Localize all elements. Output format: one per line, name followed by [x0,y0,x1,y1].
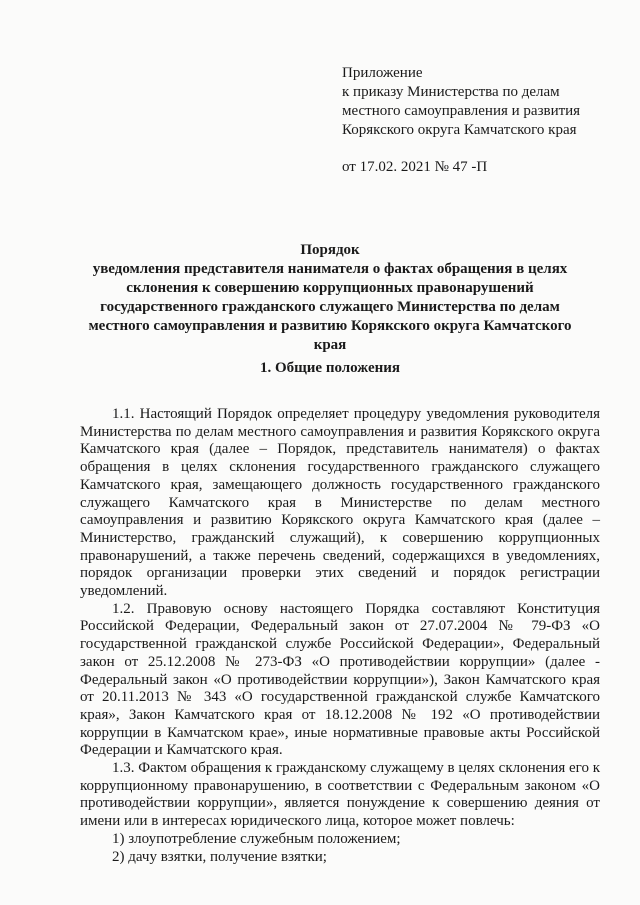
section-heading: 1. Общие положения [259,360,401,376]
title-line: уведомления представителя нанимателя о фактах обращения в целях [92,261,568,277]
title-line: края [313,337,347,353]
approval-line: местного самоуправления и развития [342,103,581,119]
paragraph-1-2: 1.2. Правовую основу настоящего Порядка составляют Конституция Российской Федерации, Федеральный закон от 27.07.2004 № 79-ФЗ «О государственной гражданской службе Российской Федерации», Федеральный закон от 25.12.2008 № 273-ФЗ «О противодействии коррупции» (далее - Федеральный закон «О противодействии коррупции»), Закон Камчатского края от 20.11.2013 № 343 «О государственной гражданской службе Камчатского края», Закон Камчатского края от 18.12.2008 № 192 «О противодействии коррупции в Камчатском крае», иные нормативные правовые акты Российской Федерации и Камчатского края. [80,600,600,759]
section-body [80,406,600,866]
approval-line: Корякского округа Камчатского края [342,122,577,138]
title-line: Порядок [300,242,360,258]
approval-stamp [342,64,580,177]
document-title [60,241,600,355]
title-line: местного самоуправления и развитию Корякского округа Камчатского [88,318,572,334]
approval-line: к приказу Министерства по делам [342,84,560,100]
list-item: 1) злоупотребление служебным положением; [112,830,401,847]
paragraph-1-3: 1.3. Фактом обращения к гражданскому служащему в целях склонения его к коррупционному правонарушению, в соответствии с Федеральным законом «О противодействии коррупции», является понуждение к совершению деяния от имени или в интересах юридического лица, которое может повлечь: [80,760,600,830]
approval-line: Приложение [342,65,423,81]
approval-date: от 17.02. 2021 № 47 -П [342,159,488,175]
list-item: 2) дачу взятки, получение взятки; [112,848,327,865]
title-line: государственного гражданского служащего Министерства по делам [100,299,560,315]
paragraph-1-1: 1.1. Настоящий Порядок определяет процедуру уведомления руководителя Министерства по делам местного самоуправления и развития Корякского округа Камчатского края (далее – Порядок, представитель нанимателя) о фактах обращения в целях склонения государственного гражданского служащего Камчатского края, замещающего должность государственного гражданского служащего Камчатского края в Министерстве по делам местного самоуправления и развитию Корякского округа Камчатского края (далее – Министерство, гражданский служащий), к совершению коррупционных правонарушений, а также перечень сведений, содержащихся в уведомлениях, порядок организации проверки этих сведений и порядок регистрации уведомлений. [80,406,600,600]
title-line: склонения к совершению коррупционных правонарушений [126,280,534,296]
